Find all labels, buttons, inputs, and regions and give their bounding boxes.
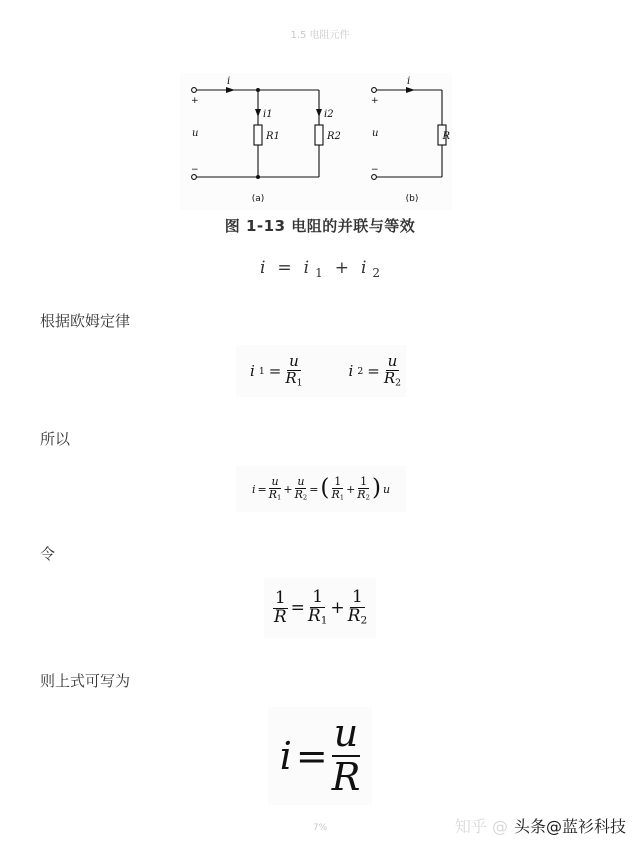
toutiao-watermark: 头条@蓝衫科技	[514, 814, 626, 837]
fig-a-i2-label: i2	[324, 109, 334, 120]
fraction-u-over-r1: $\frac{u}{R1}$	[285, 352, 303, 389]
paragraph-rewrite: 则上式可写为	[40, 672, 131, 690]
page-header: 1.5 电阻元件	[290, 30, 350, 41]
zhihu-watermark: 知乎 @	[454, 817, 508, 836]
fig-a-i1-label: i1	[263, 109, 273, 120]
paragraph-therefore: 所以	[40, 430, 71, 448]
figure-caption: 图 1-13 电阻的并联与等效	[224, 217, 416, 235]
final-equation: i = $\frac{u}{R}$	[268, 707, 372, 805]
equivalent-resistance-equation: $\frac{1}{R}$ = $\frac{1}{R1}$ + $\frac{1}{R2}$	[264, 578, 376, 638]
fig-a-i-label: i	[227, 76, 231, 87]
circuit-figure	[180, 73, 452, 210]
ohm-law-equations: i 1 = $\frac{u}{R1}$ i 2 = $\frac{u}{R2}$	[236, 345, 406, 397]
paragraph-ohm-law: 根据欧姆定律	[40, 312, 131, 330]
paragraph-let: 令	[40, 545, 56, 563]
watermark	[455, 814, 626, 837]
fraction-u-over-r2: $\frac{u}{R2}$	[383, 352, 402, 389]
fig-a-r1-label: R1	[266, 131, 280, 142]
current-sum-equation: i = i $_1$ + i $_2$	[259, 258, 381, 280]
combined-current-equation: i = $\frac{u}{R1}$ + $\frac{u}{R2}$ = ( $\frac{1}{R1}$ + $\frac{1}{R2}$ ) u	[236, 466, 406, 512]
fig-b-minus: −	[371, 165, 379, 175]
fig-a-caption: (a)	[251, 194, 265, 204]
fig-a-r2-label: R2	[327, 131, 341, 142]
fig-a-u-label: u	[192, 128, 199, 139]
fig-a-plus: +	[191, 96, 199, 106]
page-progress: 7%	[312, 823, 328, 833]
fig-b-r-label: R	[442, 131, 450, 142]
fig-b-plus: +	[371, 96, 379, 106]
fig-b-caption: (b)	[405, 194, 419, 204]
fig-b-u-label: u	[372, 128, 379, 139]
fig-b-i-label: i	[407, 76, 411, 87]
fig-a-minus: −	[191, 165, 199, 175]
